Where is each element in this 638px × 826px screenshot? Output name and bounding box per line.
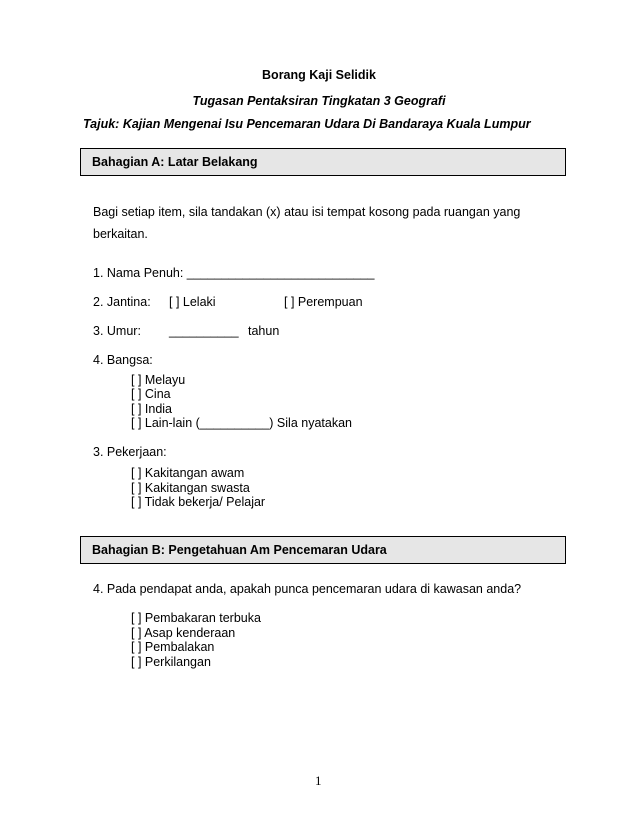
question-age-label: 3. Umur:: [93, 324, 141, 338]
form-subtitle: Tugasan Pentaksiran Tingkatan 3 Geografi: [192, 94, 446, 108]
question-pollution-source: 4. Pada pendapat anda, apakah punca pencemaran udara di kawasan anda?: [93, 582, 522, 596]
race-option[interactable]: [ ] India: [131, 402, 172, 416]
gender-option-male[interactable]: [ ] Lelaki: [169, 295, 216, 309]
section-b-header: [80, 536, 566, 564]
age-unit: tahun: [248, 324, 280, 338]
pollution-option[interactable]: [ ] Pembakaran terbuka: [131, 611, 261, 625]
age-blank[interactable]: __________: [169, 324, 239, 338]
gender-option-female[interactable]: [ ] Perempuan: [284, 295, 363, 309]
occupation-option[interactable]: [ ] Kakitangan awam: [131, 466, 245, 480]
race-option[interactable]: [ ] Melayu: [131, 373, 186, 387]
question-full-name: 1. Nama Penuh: ___________________________: [93, 266, 375, 280]
pollution-option[interactable]: [ ] Perkilangan: [131, 655, 211, 669]
form-topic: Tajuk: Kajian Mengenai Isu Pencemaran Udara Di Bandaraya Kuala Lumpur: [83, 117, 531, 131]
pollution-option[interactable]: [ ] Asap kenderaan: [131, 626, 236, 640]
question-gender-label: 2. Jantina:: [93, 295, 151, 309]
occupation-option[interactable]: [ ] Tidak bekerja/ Pelajar: [131, 495, 266, 509]
question-race-label: 4. Bangsa:: [93, 353, 153, 367]
race-option[interactable]: [ ] Lain-lain (__________) Sila nyatakan: [131, 416, 352, 430]
race-option[interactable]: [ ] Cina: [131, 387, 171, 401]
section-b-heading: Bahagian B: Pengetahuan Am Pencemaran Udara: [92, 543, 387, 557]
form-title: Borang Kaji Selidik: [262, 68, 376, 82]
instruction-line-2: berkaitan.: [93, 227, 148, 241]
pollution-option[interactable]: [ ] Pembalakan: [131, 640, 215, 654]
occupation-option[interactable]: [ ] Kakitangan swasta: [131, 481, 250, 495]
section-a-heading: Bahagian A: Latar Belakang: [92, 155, 258, 169]
page-number: 1: [315, 773, 322, 788]
question-occupation-label: 3. Pekerjaan:: [93, 445, 167, 459]
section-a-header: [80, 148, 566, 176]
instruction-line-1: Bagi setiap item, sila tandakan (x) atau isi tempat kosong pada ruangan yang: [93, 205, 521, 219]
